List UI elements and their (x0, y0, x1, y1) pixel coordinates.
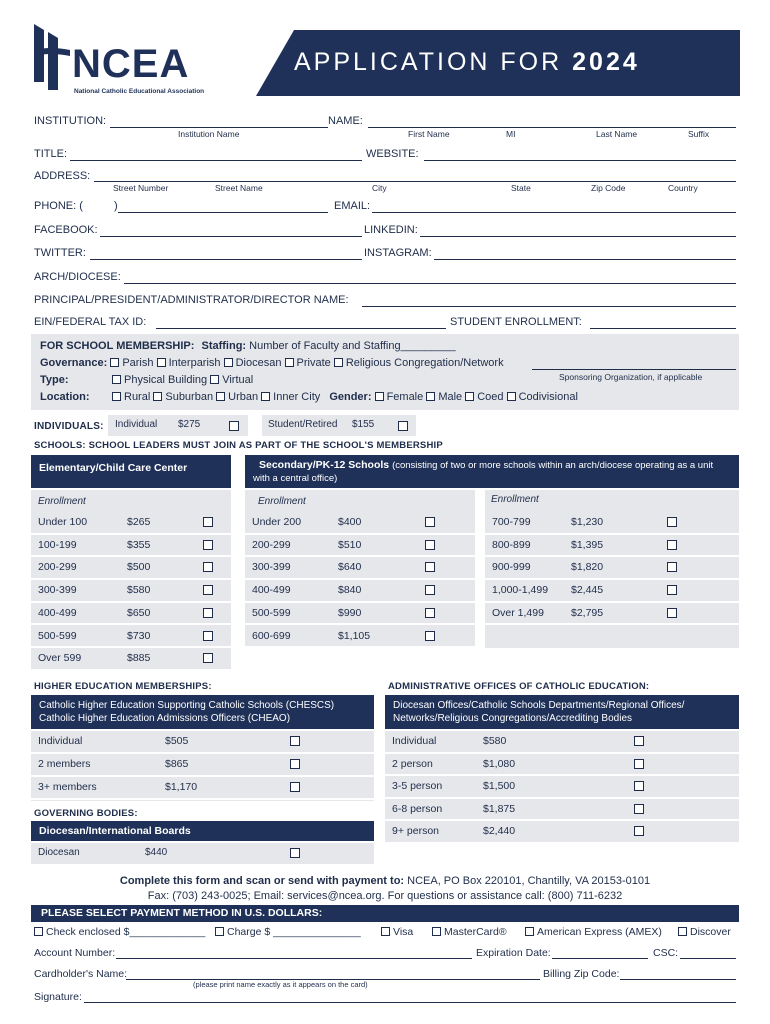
gender-label: Gender: (329, 391, 372, 403)
checkbox-icon (215, 927, 224, 936)
option-label: Male (438, 391, 463, 403)
checkbox-icon (525, 927, 534, 936)
checkbox-icon (507, 392, 516, 401)
option-label: Virtual (222, 374, 254, 386)
address-field[interactable] (94, 181, 736, 182)
row-checkbox[interactable] (425, 585, 435, 595)
last-name-sub: Last Name (596, 129, 638, 139)
row-price: $1,500 (483, 780, 516, 792)
institution-name-sub: Institution Name (178, 129, 240, 139)
checkbox-icon (216, 392, 225, 401)
elem-enrollment-label: Enrollment (38, 496, 86, 507)
type-physical[interactable] (112, 374, 207, 386)
row-label: Under 100 (38, 516, 88, 528)
governance-religious[interactable] (334, 357, 504, 369)
governing-heading: GOVERNING BODIES: (34, 808, 138, 819)
governance-parish[interactable] (110, 357, 153, 369)
table-row (31, 754, 374, 777)
row-label: 3+ members (38, 781, 97, 793)
email-field[interactable] (372, 212, 736, 213)
city-sub: City (372, 183, 387, 193)
row-price: $885 (127, 652, 151, 665)
logo-tagline: National Catholic Educational Association (74, 88, 205, 95)
row-price: $500 (127, 561, 151, 574)
type-virtual[interactable] (210, 374, 253, 386)
row-price: $840 (338, 584, 362, 597)
check-option[interactable] (34, 926, 205, 938)
row-price: $505 (165, 735, 189, 747)
row-price: $1,230 (571, 516, 604, 528)
option-label: Suburban (165, 391, 214, 403)
row-price: $1,820 (571, 561, 604, 574)
row-price: $1,170 (165, 781, 198, 793)
sponsoring-sub: Sponsoring Organization, if applicable (559, 372, 703, 382)
enrollment-field[interactable] (590, 328, 736, 329)
row-price: $865 (165, 758, 189, 770)
enrollment-label: STUDENT ENROLLMENT: (450, 316, 582, 328)
checkbox-icon (375, 392, 384, 401)
row-price: $1,395 (571, 538, 604, 551)
payment-header-text: PLEASE SELECT PAYMENT METHOD IN U.S. DOLLARS: (41, 907, 323, 919)
send-line-rest: NCEA, PO Box 220101, Chantilly, VA 20153-0101 (404, 875, 651, 887)
linkedin-field[interactable] (420, 236, 736, 237)
option-label: Codivisional (518, 391, 578, 403)
row-checkbox[interactable] (290, 736, 300, 746)
suffix-sub: Suffix (688, 129, 710, 139)
title-banner (256, 30, 740, 96)
student-label: Student/Retired (268, 419, 338, 430)
table-row (385, 776, 739, 799)
institution-field[interactable] (110, 127, 328, 128)
csc-label: CSC: (653, 947, 679, 959)
row-checkbox[interactable] (634, 759, 644, 769)
location-label: Location: (40, 391, 90, 403)
higher-ed-line1: Catholic Higher Education Supporting Catholic Schools (CHESCS) (39, 700, 335, 711)
row-label: 2 person (392, 757, 433, 770)
secondary-header (245, 455, 739, 488)
student-checkbox[interactable] (398, 421, 408, 431)
checkbox-icon (678, 927, 687, 936)
checkbox-icon (34, 927, 43, 936)
facebook-label: FACEBOOK: (34, 224, 98, 236)
governance-private[interactable] (285, 357, 331, 369)
expiration-label: Expiration Date: (476, 947, 551, 959)
logo (30, 20, 240, 100)
governing-row-price: $440 (145, 847, 168, 858)
table-row (31, 557, 231, 580)
ein-label: EIN/FEDERAL TAX ID: (34, 316, 147, 328)
checkbox-icon (432, 927, 441, 936)
row-label: 100-199 (38, 538, 77, 551)
checkbox-icon (224, 358, 233, 367)
admin-line1: Diocesan Offices/Catholic Schools Departments/Regional Offices/ (393, 700, 685, 711)
street-number-sub: Street Number (113, 183, 169, 193)
mi-sub: MI (506, 129, 516, 139)
row-label: 500-599 (38, 629, 77, 642)
row-label: Over 1,499 (492, 606, 544, 619)
zip-sub: Zip Code (591, 183, 626, 193)
account-label: Account Number: (34, 947, 116, 959)
facebook-field[interactable] (100, 236, 362, 237)
sec-enrollment-label: Enrollment (258, 496, 306, 507)
mastercard-option[interactable] (432, 926, 507, 938)
row-price: $1,875 (483, 802, 516, 815)
row-label: Individual (392, 735, 437, 747)
school-membership-title: FOR SCHOOL MEMBERSHIP: (40, 340, 195, 352)
row-price: $650 (127, 606, 151, 619)
table-row (485, 535, 739, 558)
logo-text: NCEA (72, 42, 190, 86)
row-label: 700-799 (492, 516, 531, 528)
governing-row-bg (31, 843, 374, 864)
table-row (245, 535, 475, 558)
checkbox-icon (157, 358, 166, 367)
principal-label: PRINCIPAL/PRESIDENT/ADMINISTRATOR/DIRECTOR NAME: (34, 294, 349, 306)
schools-heading: SCHOOLS: SCHOOL LEADERS MUST JOIN AS PART OF THE SCHOOL'S MEMBERSHIP (34, 440, 443, 451)
higher-ed-box (31, 695, 374, 729)
table-row (245, 557, 475, 580)
option-label: Physical Building (124, 374, 208, 386)
admin-line2: Networks/Religious Congregations/Accrediting Bodies (393, 713, 633, 724)
sponsoring-field[interactable] (532, 369, 736, 370)
location-urban[interactable] (216, 391, 258, 403)
name-label: NAME: (328, 115, 363, 127)
higher-ed-heading: HIGHER EDUCATION MEMBERSHIPS: (34, 681, 212, 692)
location-rural[interactable] (112, 391, 150, 403)
governance-label: Governance: (40, 357, 108, 369)
row-checkbox[interactable] (290, 759, 300, 769)
table-row (31, 512, 231, 535)
row-checkbox[interactable] (667, 517, 677, 527)
ein-field[interactable] (156, 328, 446, 329)
phone-field[interactable] (118, 212, 328, 213)
title-field[interactable] (70, 160, 362, 161)
charge-option[interactable] (215, 926, 361, 938)
country-sub: Country (668, 183, 698, 193)
row-price: $1,105 (338, 629, 371, 642)
row-price: $355 (127, 538, 151, 551)
billing-zip-label: Billing Zip Code: (543, 968, 620, 980)
mastercard-label: MasterCard® (444, 926, 507, 938)
row-checkbox[interactable] (425, 608, 435, 618)
row-checkbox[interactable] (667, 540, 677, 550)
individual-price: $275 (178, 419, 201, 430)
individual-label: Individual (115, 419, 158, 430)
row-price: $265 (127, 516, 151, 528)
row-label: 400-499 (252, 584, 291, 597)
check-label: Check enclosed $_____________ (46, 926, 206, 938)
website-label: WEBSITE: (366, 148, 419, 160)
first-name-sub: First Name (408, 129, 450, 139)
row-checkbox[interactable] (634, 804, 644, 814)
checkbox-icon (210, 375, 219, 384)
table-row (31, 626, 231, 649)
csc-field[interactable] (680, 958, 736, 959)
table-row (31, 580, 231, 603)
option-label: Coed (477, 391, 504, 403)
amex-label: American Express (AMEX) (537, 926, 662, 938)
arch-field[interactable] (124, 283, 736, 284)
billing-zip-field[interactable] (620, 979, 736, 980)
row-checkbox[interactable] (425, 631, 435, 641)
row-label: 300-399 (38, 584, 77, 597)
row-price: $580 (127, 584, 151, 597)
row-label: 3-5 person (392, 780, 443, 792)
charge-label: Charge $ _______________ (227, 926, 361, 938)
row-label: 2 members (38, 758, 91, 770)
secondary-desc: (consisting of two or more schools within an arch/diocese operating as a unit with a central office) (253, 460, 714, 484)
table-row (385, 799, 739, 822)
payment-header (31, 905, 739, 922)
row-checkbox[interactable] (634, 826, 644, 836)
address-label: ADDRESS: (34, 170, 91, 182)
row-label: 600-699 (252, 629, 291, 642)
type-label: Type: (40, 374, 69, 386)
option-label: Religious Congregation/Network (345, 357, 504, 369)
table-row (31, 731, 374, 754)
row-checkbox[interactable] (634, 781, 644, 791)
phone-close: ) (114, 200, 118, 212)
website-field[interactable] (424, 160, 736, 161)
table-row (485, 512, 739, 535)
option-label: Diocesan (235, 357, 282, 369)
visa-label: Visa (393, 926, 414, 938)
send-line (0, 875, 770, 887)
governing-box (31, 821, 374, 841)
principal-field[interactable] (362, 306, 736, 307)
row-label: 800-899 (492, 538, 531, 551)
print-note: (please print name exactly as it appears on the card) (193, 980, 368, 989)
table-row (245, 580, 475, 603)
cardholder-label: Cardholder's Name: (34, 968, 128, 980)
elementary-header (31, 455, 231, 488)
row-label: 6-8 person (392, 802, 443, 815)
gender-coed[interactable] (465, 391, 503, 403)
secondary-title: Secondary/PK-12 Schools (259, 459, 390, 471)
table-row (485, 580, 739, 603)
gender-male[interactable] (426, 391, 462, 403)
option-label: Private (296, 357, 331, 369)
twitter-label: TWITTER: (34, 247, 86, 259)
send-line-bold: Complete this form and scan or send with payment to: (119, 875, 405, 887)
checkbox-icon (112, 392, 121, 401)
row-checkbox[interactable] (203, 653, 213, 663)
banner-title: APPLICATION FOR (294, 48, 563, 76)
row-price: $2,795 (571, 606, 604, 619)
row-checkbox[interactable] (203, 517, 213, 527)
checkbox-icon (110, 358, 119, 367)
option-label: Parish (122, 357, 154, 369)
row-checkbox[interactable] (425, 517, 435, 527)
checkbox-icon (334, 358, 343, 367)
table-row (31, 648, 231, 671)
staffing-text: Number of Faculty and Staffing_________ (249, 340, 456, 352)
row-checkbox[interactable] (667, 585, 677, 595)
row-label: 200-299 (252, 538, 291, 551)
institution-label: INSTITUTION: (34, 115, 107, 127)
email-label: EMAIL: (334, 200, 371, 212)
expiration-field[interactable] (552, 958, 648, 959)
table-row (485, 557, 739, 580)
row-label: 9+ person (392, 825, 439, 837)
student-price: $155 (352, 419, 375, 430)
individuals-label: INDIVIDUALS: (34, 421, 104, 432)
visa-option[interactable] (381, 926, 413, 938)
admin-box (385, 695, 739, 729)
row-checkbox[interactable] (203, 585, 213, 595)
row-checkbox[interactable] (634, 736, 644, 746)
arch-label: ARCH/DIOCESE: (34, 271, 121, 283)
row-checkbox[interactable] (667, 562, 677, 572)
row-price: $400 (338, 516, 362, 528)
discover-label: Discover (690, 926, 731, 938)
row-checkbox[interactable] (290, 782, 300, 792)
linkedin-label: LINKEDIN: (364, 224, 418, 236)
row-label: 200-299 (38, 561, 77, 574)
elementary-title: Elementary/Child Care Center (39, 462, 188, 474)
phone-label: PHONE: ( (34, 200, 83, 212)
row-checkbox[interactable] (425, 540, 435, 550)
checkbox-icon (465, 392, 474, 401)
checkbox-icon (426, 392, 435, 401)
governing-title: Diocesan/International Boards (39, 825, 191, 837)
row-label: 500-599 (252, 606, 291, 619)
contact-line: Fax: (703) 243-0025; Email: services@ncea.org. For questions or assistance call: (800) 711-6232 (147, 890, 623, 902)
table-row (31, 535, 231, 558)
table-row (385, 731, 739, 754)
governance-diocesan[interactable] (224, 357, 282, 369)
option-label: Female (386, 391, 424, 403)
row-checkbox[interactable] (203, 540, 213, 550)
row-price: $580 (483, 735, 507, 747)
row-label: Under 200 (252, 516, 302, 528)
option-label: Urban (228, 391, 259, 403)
table-row (31, 777, 374, 800)
table-row (245, 603, 475, 626)
row-checkbox[interactable] (425, 562, 435, 572)
signature-field[interactable] (84, 1002, 736, 1003)
option-label: Interparish (168, 357, 221, 369)
row-price: $990 (338, 606, 362, 619)
table-row (485, 603, 739, 626)
row-price: $730 (127, 629, 151, 642)
state-sub: State (511, 183, 531, 193)
instagram-label: INSTAGRAM: (364, 247, 432, 259)
row-label: 900-999 (492, 561, 531, 574)
option-label: Inner City (273, 391, 321, 403)
table-row (385, 754, 739, 777)
governing-checkbox[interactable] (290, 848, 300, 858)
logo-mark-icon (30, 20, 74, 92)
row-price: $2,440 (483, 825, 516, 837)
title-label: TITLE: (34, 148, 68, 160)
row-label: Over 599 (38, 652, 82, 665)
gender-female[interactable] (375, 391, 424, 403)
governing-row-label: Diocesan (38, 847, 80, 858)
row-price: $640 (338, 561, 362, 574)
checkbox-icon (261, 392, 270, 401)
row-label: Individual (38, 735, 83, 747)
gender-codivisional[interactable] (507, 391, 578, 403)
admin-heading: ADMINISTRATIVE OFFICES OF CATHOLIC EDUCATION: (388, 681, 650, 692)
individual-checkbox[interactable] (229, 421, 239, 431)
row-label: 400-499 (38, 606, 77, 619)
option-label: Rural (124, 391, 151, 403)
row-label: 1,000-1,499 (492, 584, 549, 597)
row-checkbox[interactable] (203, 608, 213, 618)
table-row (385, 821, 739, 844)
instagram-field[interactable] (434, 259, 736, 260)
signature-label: Signature: (34, 991, 82, 1003)
row-price: $1,080 (483, 757, 516, 770)
checkbox-icon (285, 358, 294, 367)
row-price: $510 (338, 538, 362, 551)
amex-option[interactable] (525, 926, 662, 938)
row-checkbox[interactable] (203, 631, 213, 641)
staffing-label: Staffing: (201, 340, 247, 352)
row-label: 300-399 (252, 561, 291, 574)
location-inner-city[interactable] (261, 391, 320, 403)
street-name-sub: Street Name (215, 183, 263, 193)
row-checkbox[interactable] (667, 608, 677, 618)
checkbox-icon (112, 375, 121, 384)
discover-option[interactable] (678, 926, 731, 938)
sec2-enrollment-label: Enrollment (491, 494, 539, 505)
table-row (245, 512, 475, 535)
name-field[interactable] (368, 127, 736, 128)
table-row (245, 626, 475, 649)
location-suburban[interactable] (153, 391, 213, 403)
governance-interparish[interactable] (157, 357, 221, 369)
higher-ed-line2: Catholic Higher Education Admissions Officers (CHEAO) (39, 713, 291, 724)
twitter-field[interactable] (90, 259, 362, 260)
account-field[interactable] (116, 958, 472, 959)
table-row (31, 603, 231, 626)
banner-year: 2024 (572, 48, 640, 76)
checkbox-icon (153, 392, 162, 401)
row-price: $2,445 (571, 584, 604, 597)
row-checkbox[interactable] (203, 562, 213, 572)
checkbox-icon (381, 927, 390, 936)
